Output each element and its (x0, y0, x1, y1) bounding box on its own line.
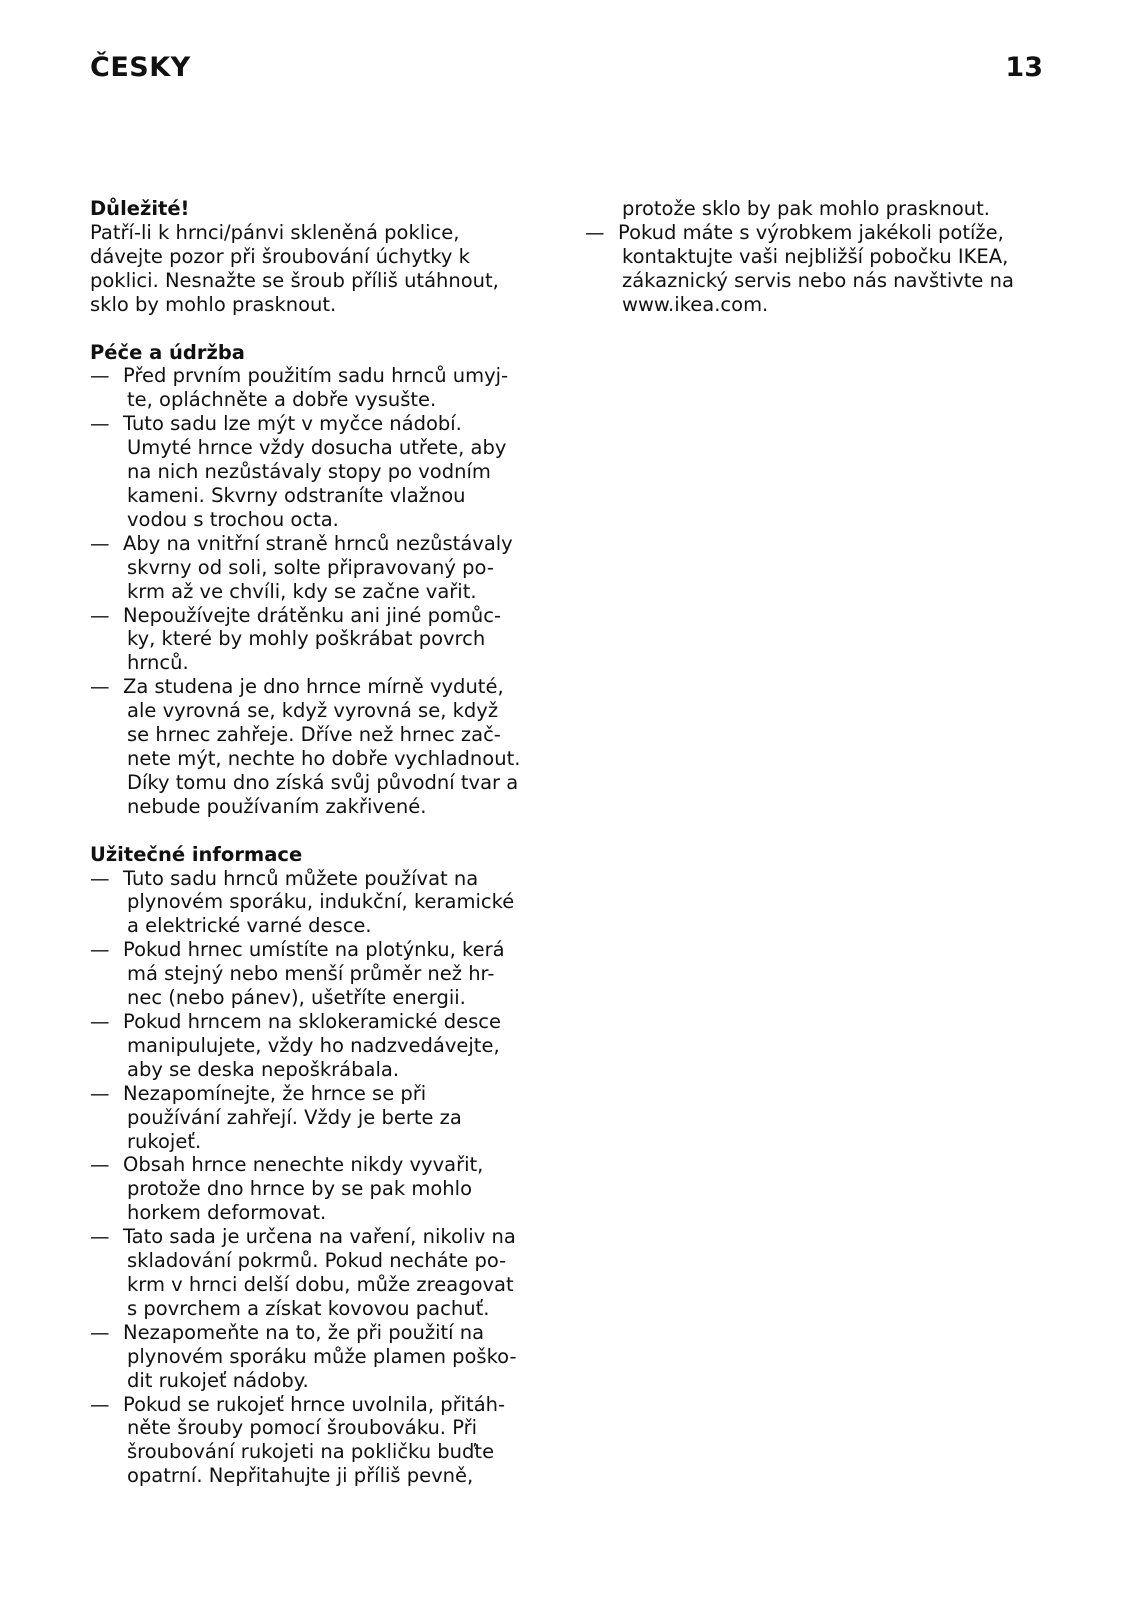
right-list (585, 221, 1055, 317)
list-item-line: opatrní. Nepřitahujte ji příliš pevně, (127, 1464, 474, 1488)
bullet-dash: — (90, 938, 110, 962)
language-title: ČESKY (90, 52, 191, 83)
list-item-line: Díky tomu dno získá svůj původní tvar a (127, 770, 519, 794)
text-line: Patří-li k hrnci/pánvi skleněná poklice, (90, 220, 460, 244)
bullet-dash: — (585, 220, 605, 244)
list-item-line: Pokud hrnec umístíte na plotýnku, kerá (123, 938, 505, 962)
bullet-dash: — (90, 1392, 110, 1416)
list-item-line: rukojeť. (127, 1129, 202, 1153)
bullet-dash: — (90, 866, 110, 890)
list-item-line: ale vyrovná se, když vyrovná se, když (127, 699, 499, 723)
list-item-line: ky, které by mohly poškrábat povrch (127, 627, 486, 651)
list-item (90, 604, 560, 676)
list-item-line: Za studena je dno hrnce mírně vyduté, (123, 675, 504, 699)
list-item-line: Umyté hrnce vždy dosucha utřete, aby (127, 436, 507, 460)
info-section (90, 843, 560, 1488)
list-item-line: a elektrické varné desce. (127, 914, 372, 938)
bullet-dash: — (90, 1225, 110, 1249)
list-item-line: Tato sada je určena na vaření, nikoliv na (123, 1225, 516, 1249)
list-item-line: aby se deska nepoškrábala. (127, 1057, 400, 1081)
list-item-line: protože dno hrnce by se pak mohlo (127, 1177, 473, 1201)
care-list (90, 364, 560, 818)
list-item-line: Aby na vnitřní straně hrnců nezůstávaly (123, 531, 513, 555)
list-item-line: dit rukojeť nádoby. (127, 1368, 309, 1392)
list-item-line: Nezapomínejte, že hrnce se při (123, 1081, 427, 1105)
list-item-line: Tuto sadu lze mýt v myčce nádobí. (123, 412, 462, 436)
continued-text (585, 197, 1055, 221)
list-item-line: krm v hrnci delší dobu, může zreagovat (127, 1272, 514, 1296)
list-item-line: Pokud se rukojeť hrnce uvolnila, přitáh- (123, 1392, 506, 1416)
list-item (90, 1082, 560, 1154)
bullet-dash: — (90, 675, 110, 699)
text-line: sklo by mohlo prasknout. (90, 292, 337, 316)
list-item (585, 221, 1055, 317)
bullet-dash: — (90, 364, 110, 388)
list-item (90, 364, 560, 412)
list-item-line: šroubování rukojeti na pokličku buďte (127, 1440, 495, 1464)
list-item-line: te, opláchněte a dobře vysušte. (127, 388, 437, 412)
list-item-line: Nepoužívejte drátěnku ani jiné pomůc- (123, 603, 502, 627)
care-heading: Péče a údržba (90, 340, 245, 364)
list-item (90, 532, 560, 604)
list-item-line: Pokud máte s výrobkem jakékoli potíže, (618, 220, 1004, 244)
list-item (90, 938, 560, 1010)
bullet-dash: — (90, 1153, 110, 1177)
list-item-line: má stejný nebo menší průměr než hr- (127, 962, 495, 986)
text-line: protože sklo by pak mohlo prasknout. (622, 197, 990, 220)
important-section (90, 197, 560, 317)
info-heading: Užitečné informace (90, 842, 303, 866)
list-item-line: Tuto sadu hrnců můžete používat na (123, 866, 479, 890)
list-item-line: kameni. Skvrny odstraníte vlažnou (127, 483, 466, 507)
care-section (90, 341, 560, 819)
important-text (90, 221, 560, 317)
list-item-line: www.ikea.com. (622, 292, 769, 316)
text-line: dávejte pozor při šroubování úchytky k (90, 244, 470, 268)
list-item (90, 1321, 560, 1393)
list-item-line: na nich nezůstávaly stopy po vodním (127, 460, 491, 484)
bullet-dash: — (90, 1081, 110, 1105)
text-line: poklici. Nesnažte se šroub příliš utáhnout, (90, 268, 499, 292)
list-item-line: skladování pokrmů. Pokud necháte po- (127, 1249, 507, 1273)
list-item-line: používání zahřejí. Vždy je berte za (127, 1105, 462, 1129)
list-item (90, 1010, 560, 1082)
list-item (90, 1153, 560, 1225)
list-item-line: něte šrouby pomocí šroubováku. Při (127, 1416, 478, 1440)
bullet-dash: — (90, 1010, 110, 1033)
list-item-line: nete mýt, nechte ho dobře vychladnout. (127, 746, 521, 770)
left-column (90, 197, 560, 1512)
list-item-line: zákaznický servis nebo nás navštivte na (622, 268, 1014, 292)
list-item-line: Před prvním použitím sadu hrnců umyj- (123, 364, 509, 388)
list-item-line: vodou s trochou octa. (127, 507, 339, 531)
list-item-line: Nezapomeňte na to, že při použití na (123, 1320, 485, 1344)
list-item-line: nebude používaním zakřivené. (127, 794, 427, 818)
right-column (585, 197, 1055, 317)
list-item-line: krm až ve chvíli, kdy se začne vařit. (127, 579, 477, 603)
bullet-dash: — (90, 1320, 110, 1344)
list-item-line: skvrny od soli, solte připravovaný po- (127, 555, 494, 579)
list-item-line: manipulujete, vždy ho nadzvedávejte, (127, 1033, 500, 1057)
page-header (90, 52, 1043, 92)
page-number: 13 (1005, 52, 1043, 83)
list-item (90, 675, 560, 818)
list-item-line: Obsah hrnce nenechte nikdy vyvařit, (123, 1153, 484, 1177)
bullet-dash: — (90, 531, 110, 555)
list-item (90, 412, 560, 532)
list-item-line: hrnců. (127, 651, 189, 675)
list-item-line: s povrchem a získat kovovou pachuť. (127, 1296, 490, 1320)
list-item (90, 1393, 560, 1489)
list-item-line: plynovém sporáku, indukční, keramické (127, 890, 515, 914)
list-item (90, 867, 560, 939)
list-item-line: kontaktujte vaši nejbližší pobočku IKEA, (622, 244, 1009, 268)
list-item-line: se hrnec zahřeje. Dříve než hrnec zač- (127, 723, 501, 747)
info-list (90, 867, 560, 1489)
bullet-dash: — (90, 603, 110, 627)
list-item-line: horkem deformovat. (127, 1201, 327, 1225)
list-item-line: Pokud hrncem na sklokeramické desce (123, 1010, 501, 1033)
bullet-dash: — (90, 412, 110, 436)
list-item (90, 1225, 560, 1321)
list-item-line: plynovém sporáku může plamen poško- (127, 1344, 517, 1368)
important-heading: Důležité! (90, 197, 190, 220)
list-item-line: nec (nebo pánev), ušetříte energii. (127, 986, 466, 1010)
